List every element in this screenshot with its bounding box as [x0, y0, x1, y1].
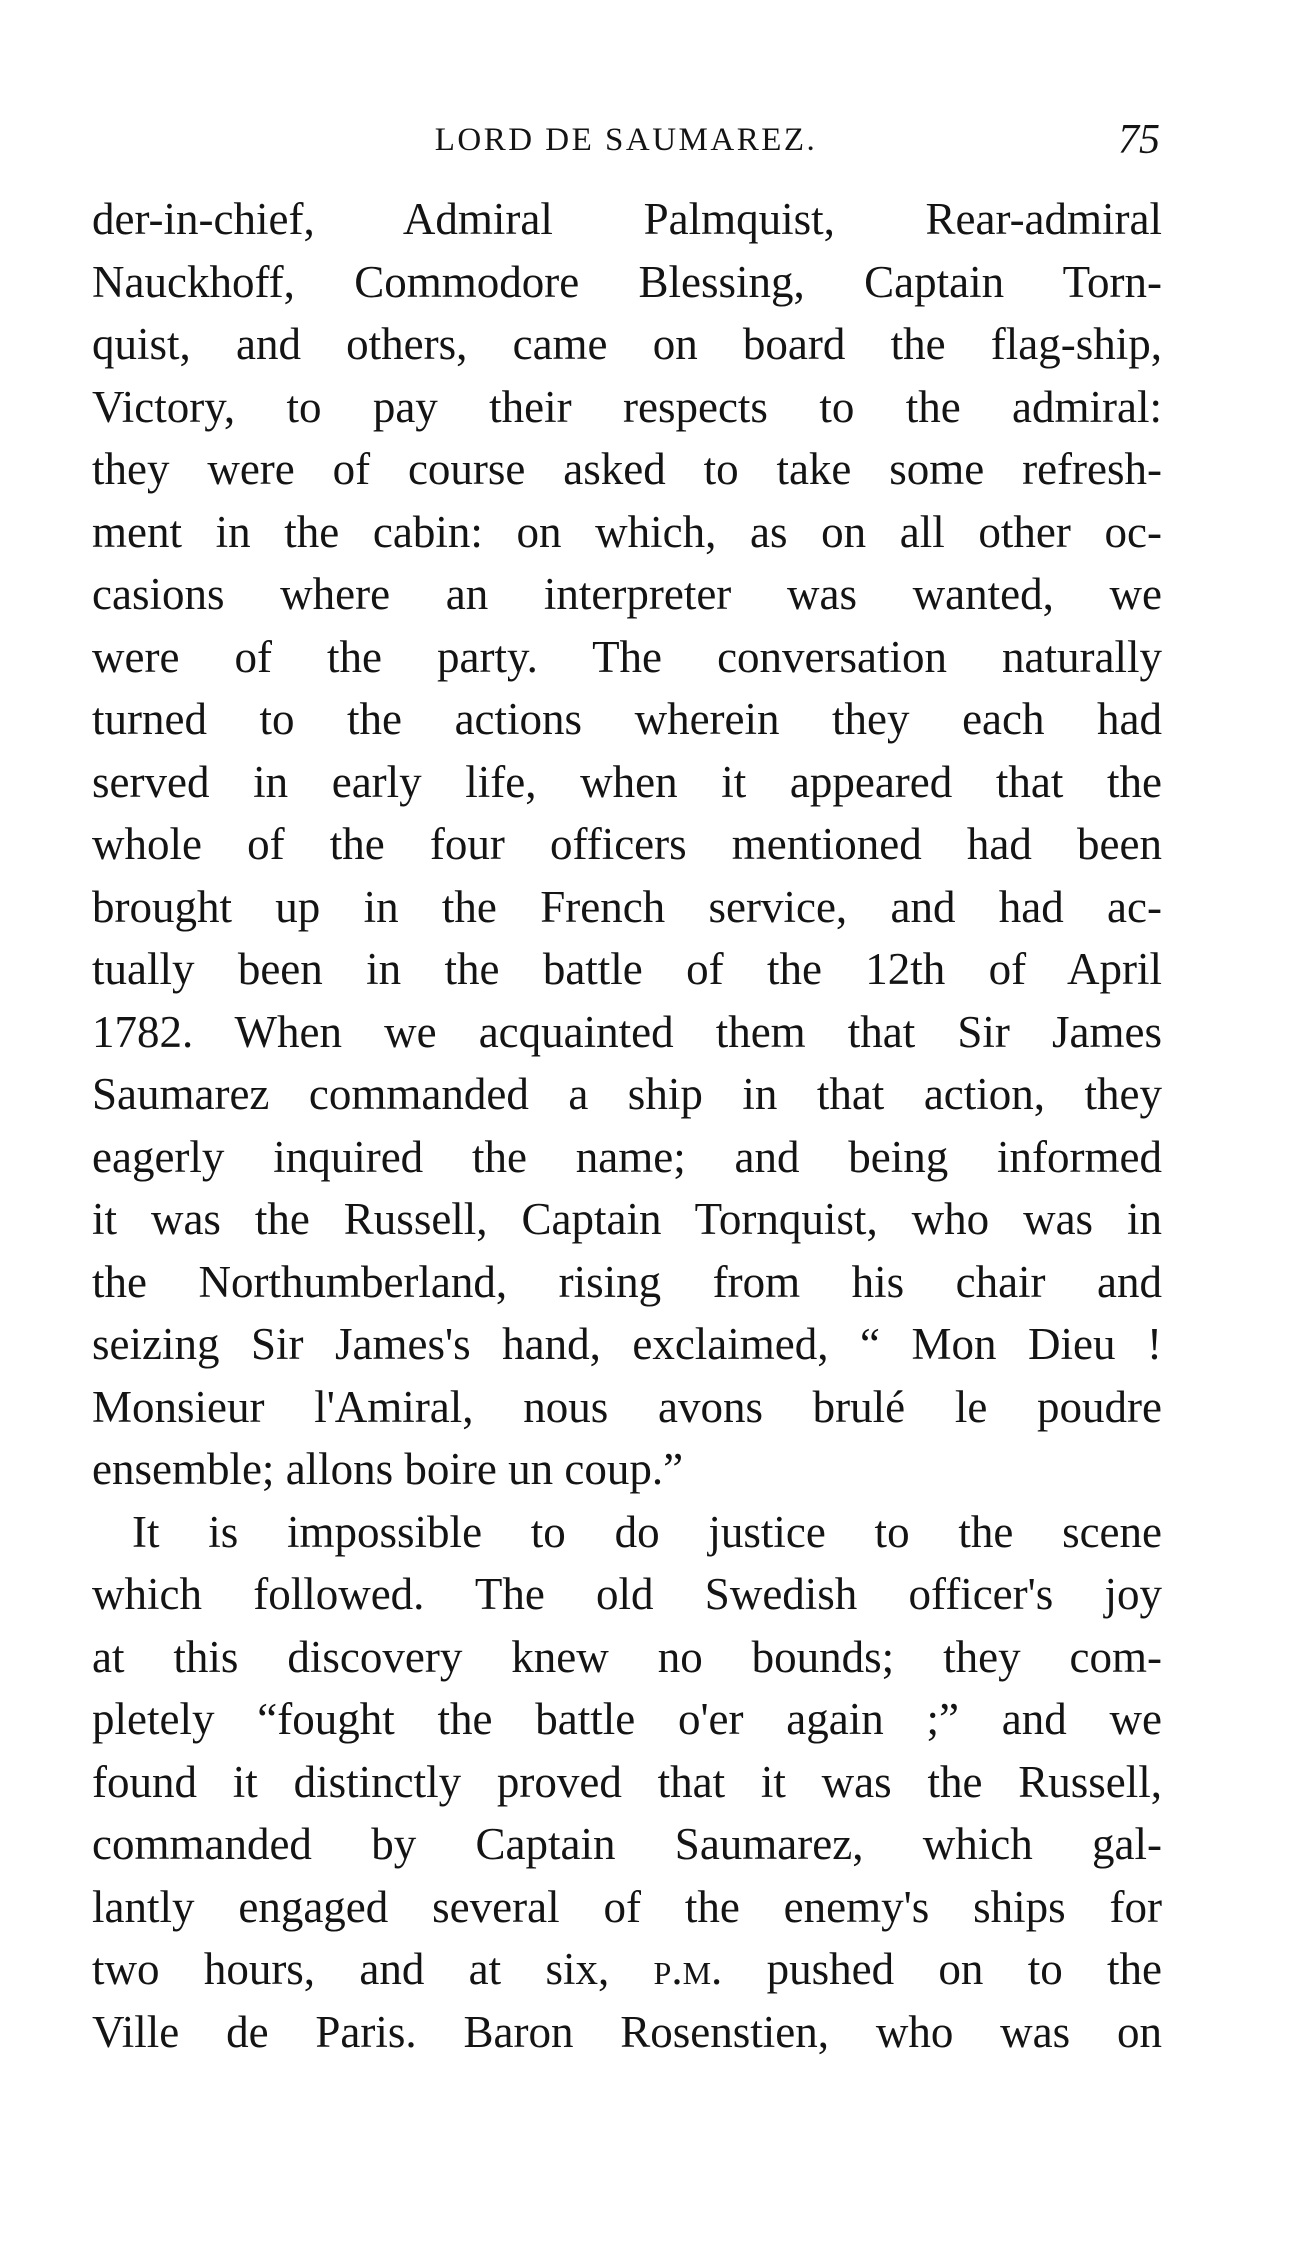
- text-line: commanded by Captain Saumarez, which gal-: [92, 1819, 1162, 1869]
- text-line: tually been in the battle of the 12th of April: [92, 944, 1162, 994]
- text-line: whole of the four officers mentioned had been: [92, 819, 1162, 869]
- paragraph: [92, 1501, 1162, 2064]
- text-line: eagerly inquired the name; and being informed: [92, 1131, 1162, 1182]
- text-line: quist, and others, came on board the flag-ship,: [92, 319, 1162, 369]
- text-line: pletely “fought the battle o'er again ;” and we: [92, 1694, 1162, 1744]
- text-line: were of the party. The conversation naturally: [92, 631, 1162, 682]
- text-line: seizing Sir James's hand, exclaimed, “ Mon Dieu !: [92, 1319, 1162, 1369]
- text-line: casions where an interpreter was wanted, we: [92, 569, 1162, 619]
- text-line: at this discovery knew no bounds; they com-: [92, 1631, 1162, 1682]
- text-segment: pushed on to the: [722, 1944, 1162, 1994]
- paragraph: [92, 188, 1162, 1501]
- text-line: ensemble; allons boire un coup.”: [92, 1444, 684, 1494]
- text-line: It is impossible to do justice to the scene: [132, 1506, 1162, 1557]
- text-line: brought up in the French service, and had ac-: [92, 881, 1162, 932]
- text-line: which followed. The old Swedish officer's joy: [92, 1569, 1162, 1619]
- text-line: the Northumberland, rising from his chair and: [92, 1256, 1162, 1307]
- text-line: [92, 1938, 1162, 2001]
- running-title: LORD DE SAUMAREZ.: [434, 121, 818, 158]
- text-line: it was the Russell, Captain Tornquist, who was in: [92, 1194, 1162, 1244]
- body-text: [92, 188, 1162, 2063]
- page-number: 75: [1118, 117, 1160, 163]
- text-line: served in early life, when it appeared that the: [92, 756, 1162, 807]
- text-line: Saumarez commanded a ship in that action, they: [92, 1069, 1162, 1119]
- text-line: 1782. When we acquainted them that Sir James: [92, 1006, 1162, 1057]
- text-line: turned to the actions wherein they each had: [92, 694, 1162, 744]
- text-segment: two hours, and at six,: [92, 1944, 610, 1994]
- time-abbreviation: p.m.: [653, 1944, 723, 1994]
- text-line: found it distinctly proved that it was the Russell,: [92, 1756, 1162, 1807]
- text-line: Ville de Paris. Baron Rosenstien, who was on: [92, 2006, 1162, 2057]
- running-head: [92, 112, 1160, 168]
- text-line: lantly engaged several of the enemy's ships for: [92, 1881, 1162, 1932]
- text-line: Monsieur l'Amiral, nous avons brulé le poudre: [92, 1381, 1162, 1432]
- text-line: der-in-chief, Admiral Palmquist, Rear-admiral: [92, 194, 1162, 244]
- text-line: Victory, to pay their respects to the admiral:: [92, 381, 1162, 432]
- text-line: they were of course asked to take some refresh-: [92, 444, 1162, 494]
- text-line: ment in the cabin: on which, as on all other oc-: [92, 506, 1162, 557]
- text-line: Nauckhoff, Commodore Blessing, Captain Torn-: [92, 256, 1162, 307]
